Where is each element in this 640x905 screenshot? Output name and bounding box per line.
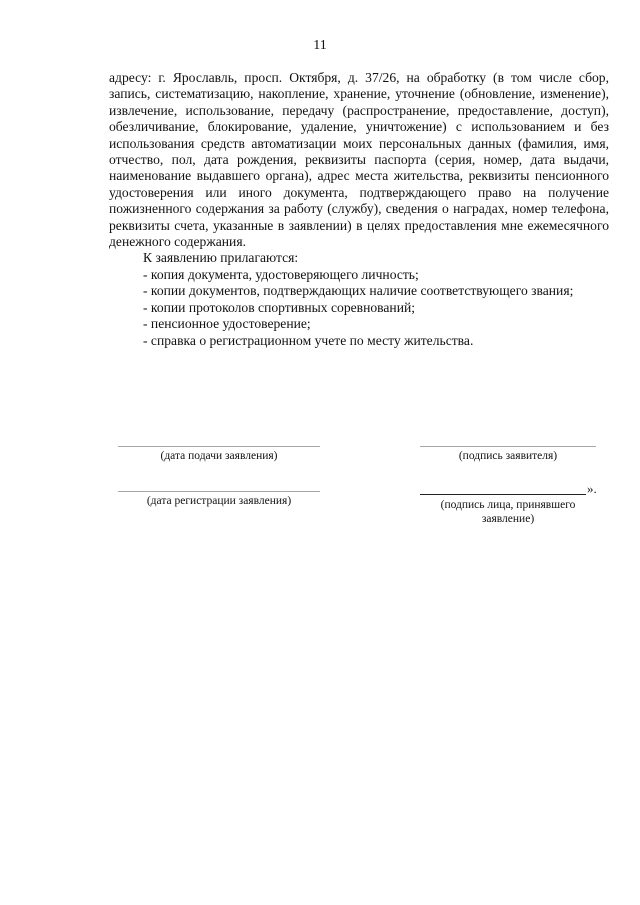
receiver-signature-field — [420, 482, 606, 526]
submission-date-field — [118, 446, 320, 463]
attachment-item-1: - копия документа, удостоверяющего личность; — [143, 266, 419, 282]
attachment-item-3: - копии протоколов спортивных соревнований; — [143, 299, 416, 315]
document-body — [109, 70, 609, 349]
applicant-signature-line — [420, 446, 596, 447]
attachment-item-4: - пенсионное удостоверение; — [143, 316, 311, 332]
applicant-signature-field — [420, 446, 596, 463]
receiver-signature-label: (подпись лица, принявшего заявление) — [440, 499, 576, 525]
receiver-signature-line — [420, 485, 586, 495]
page-number: 11 — [313, 38, 327, 53]
attachment-item-5: - справка о регистрационном учете по месту жительства. — [143, 332, 474, 348]
registration-date-label: (дата регистрации заявления) — [146, 495, 292, 507]
attachment-item-2: - копии документов, подтверждающих наличие соответствующего звания; — [143, 283, 574, 299]
registration-date-line — [118, 491, 320, 492]
submission-date-label: (дата подачи заявления) — [160, 450, 278, 462]
submission-date-line — [118, 446, 320, 447]
attachments-intro: К заявлению прилагаются: — [143, 250, 299, 266]
closing-quote: ». — [587, 481, 597, 496]
applicant-signature-label: (подпись заявителя) — [458, 450, 558, 462]
consent-paragraph: адресу: г. Ярославль, просп. Октября, д. 37/26, на обработку (в том числе сбор, запись, систематизацию, накопление, хранение, уточнение (обновление, изменение), извлечение, использование, передачу (распространение, предоставление, доступ), обезличивание, блокирование, удаление, уничтожение) с использованием и без использования средств автоматизации моих персональных данных (фамилия, имя, отчество, пол, дата рождения, реквизиты паспорта (серия, номер, дата выдачи, наименование выдавшего органа), адрес места жительства, реквизиты пенсионного удостоверения или иного документа, подтверждающего право на получение пожизненного содержания за работу (службу), сведения о наградах, номер телефона, реквизиты счета, указанные в заявлении) в целях предоставления мне ежемесячного денежного содержания. — [109, 70, 609, 250]
registration-date-field — [118, 491, 320, 508]
